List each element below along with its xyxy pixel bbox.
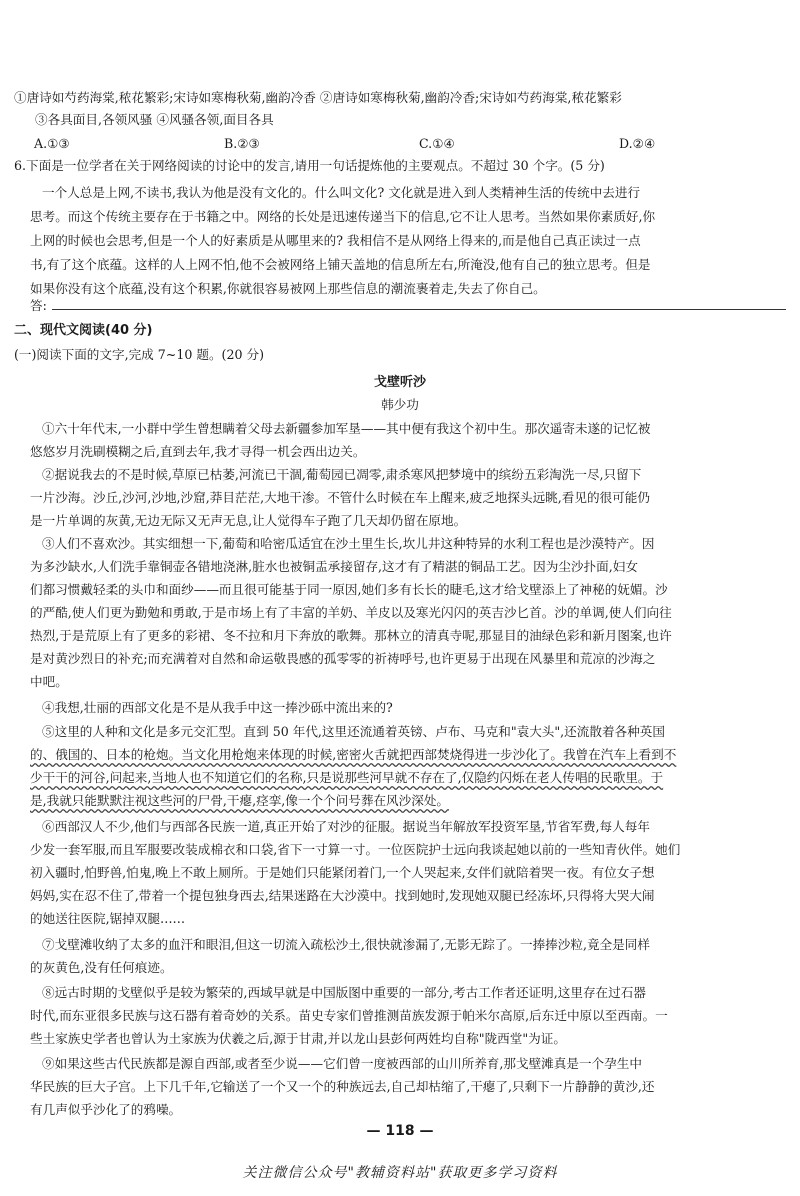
q5-choice-line-2: ③各具面目,各领风骚 ④风骚各领,面目各具 (35, 112, 274, 127)
article-line: 是一片单调的灰黄,无边无际又无声无息,让人觉得车子跑了几天却仍留在原地。 (30, 513, 467, 528)
article-line: ④我想,壮丽的西部文化是不是从我手中这一捧沙砾中流出来的? (42, 700, 393, 715)
q6-passage-line: 一个人总是上网,不读书,我认为他是没有文化的。什么叫文化? 文化就是进入到人类精神生活的传统中去进行 (42, 185, 641, 200)
article-line: 少发一套军服,而且军服要改装成棉衣和口袋,省下一寸算一寸。一位医院护士远向我谈起她以前的一些知青伙伴。她们 (30, 842, 681, 857)
article-line-underlined: 是,我就只能默默注视这些河的尸骨,干瘪,痉挛,像一个个问号葬在风沙深处。 (30, 793, 450, 808)
article-line: 的灰黄色,没有任何痕迹。 (30, 960, 173, 975)
article-line: 是对黄沙烈日的补充;而充满着对自然和命运敬畏感的孤零零的祈祷呼号,也许更易于出现在风暴里和荒凉的沙海之 (30, 651, 656, 666)
footer-note: 关注微信公众号"教辅资料站"获取更多学习资料 (242, 1165, 558, 1181)
article-line: 中吧。 (30, 674, 68, 689)
article-line: 的她送往医院,锯掉双腿…… (30, 911, 186, 926)
answer-line[interactable] (52, 309, 786, 310)
q6-prompt: 6.下面是一位学者在关于网络阅读的讨论中的发言,请用一句话提炼他的主要观点。不超过 30 个字。(5 分) (14, 158, 605, 173)
q6-passage-line: 如果你没有这个底蕴,没有这个积累,你就很容易被网上那些信息的潮流裹着走,失去了你自己。 (30, 281, 546, 296)
section-subtitle: (一)阅读下面的文字,完成 7~10 题。(20 分) (14, 347, 264, 362)
article-line: 华民族的巨大子宫。上下几千年,它输送了一个又一个的种族远去,自己却枯缩了,干瘪了,只剩下一片静静的黄沙,还 (30, 1079, 655, 1094)
article-line: 有几声似乎沙化了的鸦噪。 (30, 1102, 182, 1117)
q6-passage-line: 上网的时候也会思考,但是一个人的好素质是从哪里来的? 我相信不是从网络上得来的,而是他自己真正读过一点 (30, 233, 641, 248)
article-line-underlined: 的、俄国的、日本的枪炮。当文化用枪炮来体现的时候,密密火舌就把西部焚烧得进一步沙化了。我曾在汽车上看到不 (30, 747, 677, 762)
option-d: D.②④ (619, 136, 656, 151)
article-line: 热烈,于是荒原上有了更多的彩裙、冬不拉和月下奔放的歌舞。那林立的清真寺呢,那显目的油绿色彩和新月图案,也许 (30, 628, 672, 643)
section-title: 二、现代文阅读(40 分) (14, 323, 153, 338)
article-line: 妈妈,实在忍不住了,带着一个提包独身西去,结果迷路在大沙漠中。找到她时,发现她双腿已经冻坏,只得将大哭大闹 (30, 888, 655, 903)
article-line: ⑨如果这些古代民族都是源自西部,或者至少说——它们曾一度被西部的山川所养育,那戈壁滩真是一个孕生中 (42, 1056, 642, 1071)
article-line: 悠悠岁月洗刷模糊之后,直到去年,我才寻得一机会西出边关。 (30, 444, 366, 459)
q6-passage-line: 书,有了这个底蕴。这样的人上网不怕,他不会被网络上铺天盖地的信息所左右,所淹没,他有自己的独立思考。但是 (30, 257, 651, 272)
page-number: — 118 — (366, 1123, 434, 1139)
article-line: ③人们不喜欢沙。其实细想一下,葡萄和哈密瓜适宜在沙土里生长,坎儿井这种特异的水利工程也是沙漠特产。因 (42, 536, 655, 551)
article-line: ⑥西部汉人不少,他们与西部各民族一道,真正开始了对沙的征服。据说当年解放军投资军垦,节省军费,每人每年 (42, 819, 650, 834)
option-a: A.①③ (34, 136, 70, 151)
article-line-underlined: 少干干的河谷,问起来,当地人也不知道它们的名称,只是说那些河早就不存在了,仅隐约闪烁在老人传唱的民歌里。于 (30, 770, 664, 785)
q6-passage-line: 思考。而这个传统主要存在于书籍之中。网络的长处是迅速传递当下的信息,它不让人思考。当然如果你素质好,你 (30, 209, 656, 224)
article-line: 些土家族史学者也曾认为土家族为伏羲之后,源于甘肃,并以龙山县彭何两姓均自称"陇西堂"为证。 (30, 1031, 566, 1046)
article-line: 们都习惯戴轻柔的头巾和面纱——而且很可能基于同一原因,她们多有长长的睫毛,这才给戈壁添上了神秘的妩媚。沙 (30, 582, 668, 597)
article-author: 韩少功 (381, 397, 419, 412)
article-line: 的严酷,使人们更为勤勉和勇敢,于是市场上有了丰富的羊奶、羊皮以及寒光闪闪的英吉沙匕首。沙的单调,使人们向往 (30, 605, 672, 620)
article-line: ②据说我去的不是时候,草原已枯萎,河流已干涸,葡萄园已凋零,肃杀寒风把梦境中的缤纷五彩淘洗一尽,只留下 (42, 467, 642, 482)
article-line: ⑧远古时期的戈壁似乎是较为繁荣的,西域早就是中国版图中重要的一部分,考古工作者还证明,这里存在过石器 (42, 985, 646, 1000)
article-line: 为多沙缺水,人们洗手靠铜壶各错地浇淋,脏水也被铜盂承接留存,这才有了精湛的铜品工艺。因为尘沙扑面,妇女 (30, 559, 638, 574)
article-line: ①六十年代末,一小群中学生曾想瞒着父母去新疆参加军垦——其中便有我这个初中生。那次遥寄未遂的记忆被 (42, 421, 651, 436)
article-line: 一片沙海。沙丘,沙河,沙地,沙窟,莽目茫茫,大地干渗。不管什么时候在车上醒来,疲乏地探头远眺,看见的很可能仍 (30, 490, 650, 505)
q5-choice-line-1: ①唐诗如芍药海棠,秾花繁彩;宋诗如寒梅秋菊,幽韵冷香 ②唐诗如寒梅秋菊,幽韵冷香;宋诗如芍药海棠,秾花繁彩 (14, 90, 622, 105)
article-line: ⑦戈壁滩收纳了太多的血汗和眼泪,但这一切流入疏松沙土,很快就渗漏了,无影无踪了。一捧捧沙粒,竟全是同样 (42, 937, 650, 952)
article-line: 初入疆时,怕野兽,怕鬼,晚上不敢上厕所。于是她们只能紧闭着门,一个人哭起来,女伴们就陪着哭一夜。有位女子想 (30, 865, 655, 880)
article-line: 时代,而东亚很多民族与这石器有着奇妙的关系。苗史专家们曾推测苗族发源于帕米尔高原,后东迁中原以至西南。一 (30, 1008, 668, 1023)
article-line: ⑤这里的人种和文化是多元交汇型。直到 50 年代,这里还流通着英镑、卢布、马克和"袁大头",还流散着各种英国 (42, 724, 665, 739)
option-b: B.②③ (224, 136, 260, 151)
article-title: 戈壁听沙 (373, 375, 426, 390)
option-c: C.①④ (419, 136, 455, 151)
answer-label: 答: (30, 298, 47, 313)
